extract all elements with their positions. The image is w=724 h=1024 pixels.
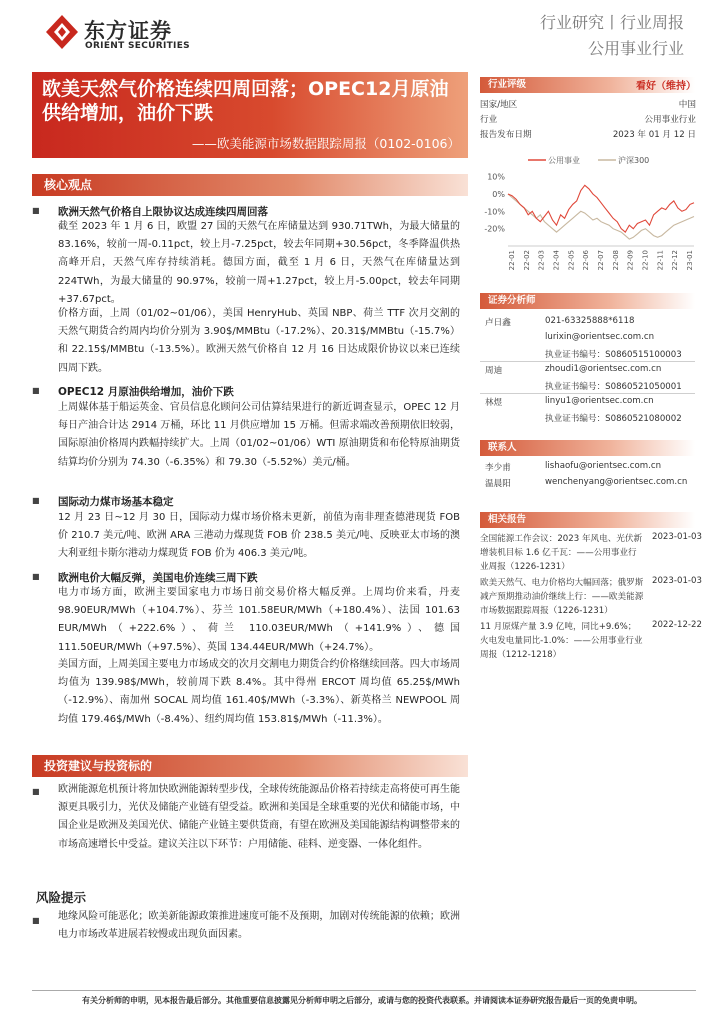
rating-value-date: 2023 年 01 月 12 日 xyxy=(612,130,696,140)
x-tick-label: 22-03 xyxy=(537,250,546,271)
contacts-header: 联系人 xyxy=(480,440,695,456)
y-tick-label: -10% xyxy=(484,207,505,217)
section-risk-header: 风险提示 xyxy=(36,890,87,905)
x-tick-label: 22-05 xyxy=(567,250,576,271)
report-type: 行业研究丨行业周报 xyxy=(539,13,684,32)
logo-mark-icon xyxy=(44,14,80,50)
contact-email[interactable]: wenchenyang@orientsec.com.cn xyxy=(545,477,688,487)
analyst-phone: 021-63325888*6118 xyxy=(545,316,635,326)
x-tick-label: 22-09 xyxy=(626,250,635,271)
related-report-date: 2023-01-03 xyxy=(652,532,702,542)
paragraph-invest: 欧洲能源危机预计将加快欧洲能源转型步伐，全球传统能源品价格若持续走高将使可再生能源更具吸引力，光伏及储能产业链有望受益。欧洲和美国是全球重要的光伏和储能市场，中国企业是欧洲及美国光伏、储能产业链主要供货商，有望在欧洲及美国能源结构调整带来的市场高速增长中受益。建议关注以下环节：户用储能、硅料、逆变器、一体化组件。 xyxy=(58,784,460,850)
x-tick-label: 22-06 xyxy=(582,250,591,271)
report-subtitle: ——欧美能源市场数据跟踪周报（0102-0106） xyxy=(191,136,460,151)
analyst-cert: 执业证书编号：S0860521080002 xyxy=(545,414,682,424)
analyst-email[interactable]: zhoudi1@orientsec.com.cn xyxy=(545,364,662,374)
contact-name: 李少甫 xyxy=(485,463,511,473)
legend-label: 公用事业 xyxy=(548,156,580,165)
paragraph-risk: 地缘风险可能恶化；欧美新能源政策推进速度可能不及预期，加剧对传统能源的依赖；欧洲电力市场改革进展若较慢或出现负面因素。 xyxy=(58,911,460,941)
bullet-heading-power: ■ 欧洲电价大幅反弹，美国电价连续三周下跌 xyxy=(58,570,458,585)
footer-disclaimer: 有关分析师的申明，见本报告最后部分。其他重要信息披露见分析师申明之后部分，或请与您的投资代表联系。并请阅读本证券研究报告最后一页的免责申明。 xyxy=(82,996,642,1005)
performance-chart xyxy=(478,150,700,288)
rating-header: 行业评级 xyxy=(480,77,695,93)
analyst-cert: 执业证书编号：S0860515100003 xyxy=(545,350,682,360)
x-tick-label: 22-02 xyxy=(522,250,531,271)
related-report-link[interactable]: 全国能源工作会议：2023 年风电、光伏新增装机目标 1.6 亿千瓦：——公用事业行业周报（1226-1231） xyxy=(480,534,643,572)
related-report-date: 2022-12-22 xyxy=(652,620,702,630)
paragraph-power-eu: 电力市场方面，欧洲主要国家电力市场日前交易价格大幅反弹。上周均价来看，丹麦 98.90EUR/MWh（+104.7%）、芬兰 101.58EUR/MWh（+180.4%）、法国 101.63 EUR/MWh（+222.6%）、荷兰 110.03EUR/MWh（+141.9%）、德国 111.50EUR/MWh（+97.5%）、英国 134.44EUR/MWh（+24.7%）。 xyxy=(58,587,460,653)
series-line-utility xyxy=(508,185,694,232)
related-header: 相关报告 xyxy=(480,512,695,528)
report-title: 欧美天然气价格连续四周回落；OPEC12月原油供给增加，油价下跌 xyxy=(42,78,449,124)
bullet-heading-coal: ■ 国际动力煤市场基本稳定 xyxy=(58,494,458,509)
x-tick-label: 22-07 xyxy=(597,250,605,271)
contact-email[interactable]: lishaofu@orientsec.com.cn xyxy=(545,461,662,471)
x-tick-label: 22-10 xyxy=(641,250,650,271)
x-tick-label: 23-01 xyxy=(686,250,694,271)
y-tick-label: -20% xyxy=(484,224,505,234)
section-invest-header: 投资建议与投资标的 xyxy=(32,755,468,777)
analyst-cert: 执业证书编号：S0860521050001 xyxy=(545,382,682,392)
rating-value-region: 中国 xyxy=(678,100,696,110)
analyst-email[interactable]: linyu1@orientsec.com.cn xyxy=(545,396,654,406)
related-report-link[interactable]: 欧美天然气、电力价格均大幅回落；俄罗斯减产预期推动油价继续上行：——欧美能源市场数据跟踪周报（1226-1231） xyxy=(480,578,644,616)
analyst-name: 林煜 xyxy=(485,398,503,408)
y-tick-label: 10% xyxy=(487,172,505,182)
rating-label-region: 国家/地区 xyxy=(480,100,518,110)
paragraph-coal: 12 月 23 日~12 月 30 日，国际动力煤市场价格未更新，前值为南非理查德港现货 FOB 价 210.7 美元/吨、欧洲 ARA 三港动力煤现货 FOB 价 238.5 美元/吨、反映亚太市场的澳大利亚纽卡斯尔港动力煤现货 FOB 价为 406.3 美元/吨。 xyxy=(58,512,460,560)
analyst-name: 周迪 xyxy=(485,366,503,376)
logo-text: 东方证券 xyxy=(84,19,172,43)
rating-label-industry: 行业 xyxy=(480,115,498,125)
footer-divider xyxy=(32,990,696,991)
paragraph-oil: 上周媒体基于船运英金、官员信息化顾问公司估算结果进行的新近调查显示，OPEC 12 月每日产油合计达 2914 万桶，环比 11 月供应增加 15 万桶。但需求端改善预期依旧较弱，国际原油价格周内跌幅持续扩大。上周（01/02~01/06）WTI 原油期货和布伦特原油期货结算均价分别为 74.30（-6.35%）和 79.30（-5.52%）美元/桶。 xyxy=(58,402,460,468)
rating-label-date: 报告发布日期 xyxy=(480,130,532,140)
paragraph-gas-price: 价格方面，上周（01/02~01/06），美国 HenryHub、英国 NBP、荷兰 TTF 次月交割的天然气期货合约周内均价分别为 3.90$/MMBtu（-17.2%）、20.31$/MMBtu（-15.7%）和 22.15$/MMBtu（-13.5%）。欧洲天然气价格自 12 月 16 日达成限价协议以来已连续四周下跌。 xyxy=(58,308,460,374)
analysts-header: 证券分析师 xyxy=(480,293,695,309)
rating-value-industry: 公用事业行业 xyxy=(644,115,696,125)
related-report-link[interactable]: 11 月原煤产量 3.9 亿吨，同比+9.6%；火电发电量同比-1.0%：——公用事业行业周报（1212-1218） xyxy=(480,622,643,660)
y-tick-label: 0% xyxy=(492,190,505,199)
bullet-heading-gas: ■ 欧洲天然气价格自上限协议达成连续四周回落 xyxy=(58,204,458,219)
x-tick-label: 22-12 xyxy=(671,250,680,271)
logo-subtext: ORIENT SECURITIES xyxy=(85,41,190,51)
x-tick-label: 22-04 xyxy=(552,250,561,271)
legend-label: 沪深300 xyxy=(618,156,650,165)
analyst-name: 卢日鑫 xyxy=(485,318,511,328)
related-report-date: 2023-01-03 xyxy=(652,576,702,586)
contact-name: 温晨阳 xyxy=(485,479,511,489)
analyst-email[interactable]: lurixin@orientsec.com.cn xyxy=(545,332,655,342)
paragraph-gas-storage: 截至 2023 年 1 月 6 日，欧盟 27 国的天然气在库储量达到 930.71TWh，为最大储量的 83.16%，较前一周-0.11pct，较上月-7.25pct，较去年同期+30.56pct，冬季降温供热高峰开启，天然气库存持续消耗。德国方面，截至 1 月 6 日，天然气在库储量达到 224TWh，为最大储量的 90.97%，较前一周+1.27pct，较上月-5.00pct，较去年同期+37.67pct。 xyxy=(58,221,460,305)
divider xyxy=(480,393,695,394)
rating-value: 看好（维持） xyxy=(636,81,696,92)
section-core-header: 核心观点 xyxy=(32,174,468,196)
x-tick-label: 22-01 xyxy=(508,250,516,271)
x-tick-label: 22-11 xyxy=(656,250,665,271)
bullet-heading-oil: ■ OPEC12 月原油供给增加，油价下跌 xyxy=(58,384,458,399)
x-tick-label: 22-08 xyxy=(611,250,620,271)
industry-label: 公用事业行业 xyxy=(587,39,684,58)
paragraph-power-us: 美国方面，上周美国主要电力市场成交的次月交割电力期货合约价格继续回落。四大市场周均值为 139.98$/MWh，较前周下跌 8.4%。其中得州 ERCOT 周均值 65.25$/MWh（-12.9%）、南加州 SOCAL 周均值 161.40$/MWh（-3.3%）、新英格兰 NEWPOOL 周均值 179.46$/MWh（-8.4%）、纽约周均值 153.81$/MWh（-11.3%）。 xyxy=(58,659,460,725)
divider xyxy=(480,361,695,362)
